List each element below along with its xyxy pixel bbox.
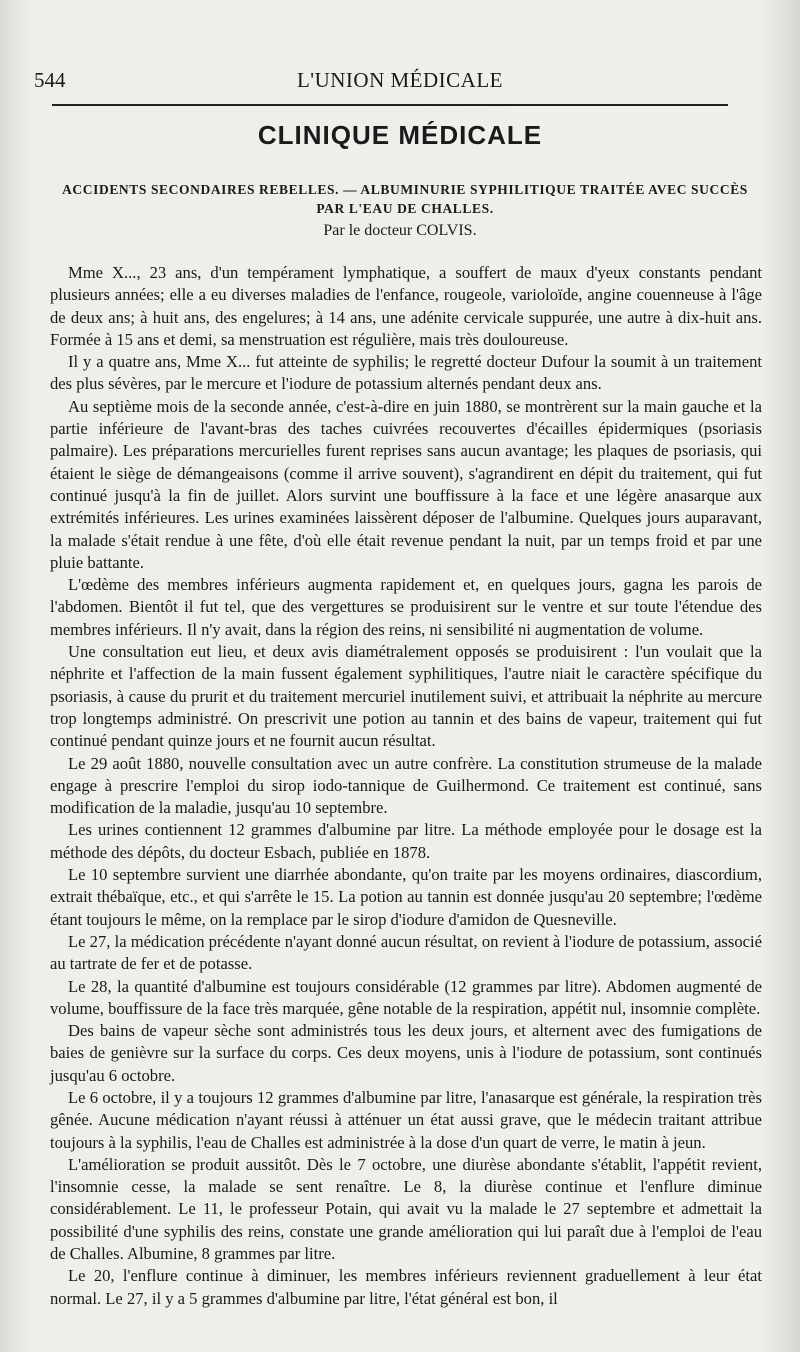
paragraph: Les urines contiennent 12 grammes d'albumine par litre. La méthode employée pour le dosage est la méthode des dépôts, du docteur Esbach, publiée en 1878. [50, 820, 762, 862]
header-rule [52, 104, 728, 106]
paragraph: Le 28, la quantité d'albumine est toujours considérable (12 grammes par litre). Abdomen augmenté de volume, bouffissure de la face très marquée, gêne notable de la respiration, appétit nul, insomnie complète. [50, 976, 762, 1018]
byline: Par le docteur COLVIS. [323, 222, 477, 239]
paragraph: Le 29 août 1880, nouvelle consultation avec un autre confrère. La constitution strumeuse de la malade engage à prescrire l'emploi du sirop iodo-tannique de Guilhermond. Ce traitement est continué, sans modification de la maladie, jusqu'au 10 septembre. [50, 753, 762, 818]
page-header [34, 68, 766, 98]
paragraph: Une consultation eut lieu, et deux avis diamétralement opposés se produisirent : l'un voulait que la néphrite et l'affection de la main fussent également syphilitiques, l'autre niait le caractère spécifique du psoriasis, à cause du prurit et du traitement mercuriel inutilement suivi, et attribuait la néphrite au mercure trop longtemps administré. On prescrivit une potion au tannin et des bains de vapeur, traitement qui fut continué pendant quinze jours et ne fournit aucun résultat. [50, 642, 762, 751]
paragraph: L'amélioration se produit aussitôt. Dès le 7 octobre, une diurèse abondante s'établit, l'appétit revient, l'insomnie cesse, la malade se sent renaître. Le 8, la diurèse continue et l'enflure diminue considérablement. Le 11, le professeur Potain, qui avait vu la malade le 27 septembre et admettait la possibilité d'une syphilis des reins, constate une grande amélioration qui lui paraît due à l'emploi de l'eau de Challes. Albumine, 8 grammes par litre. [50, 1154, 762, 1264]
paragraph: Mme X..., 23 ans, d'un tempérament lymphatique, a souffert de maux d'yeux constants pendant plusieurs années; elle a eu diverses maladies de l'enfance, rougeole, varioloïde, angine couenneuse à l'âge de deux ans; à huit ans, des engelures; à 14 ans, une adénite cervicale suppurée, une autre à dix-huit ans. Formée à 15 ans et demi, sa menstruation est régulière, mais très douloureuse. [50, 263, 762, 349]
paragraph: L'œdème des membres inférieurs augmenta rapidement et, en quelques jours, gagna les parois de l'abdomen. Bientôt il fut tel, que des vergettures se produisirent sur le ventre et sur toute l'étendue des membres inférieurs. Il n'y avait, dans la région des reins, ni sensibilité ni augmentation de volume. [50, 575, 762, 639]
paragraph: Le 6 octobre, il y a toujours 12 grammes d'albumine par litre, l'anasarque est générale, la respiration très gênée. Aucune médication n'ayant réussi à atténuer un état aussi grave, que le médecin traitant attribue toujours à la syphilis, l'eau de Challes est administrée à la dose d'un quart de verre, le matin à jeun. [50, 1087, 762, 1152]
paragraph: Le 10 septembre survient une diarrhée abondante, qu'on traite par les moyens ordinaires, diascordium, extrait thébaïque, etc., et qui s'arrête le 15. La potion au tannin est donnée jusqu'au 20 septembre; l'œdème étant toujours le même, on la remplace par le sirop d'iodure d'amidon de Quesneville. [50, 865, 762, 929]
paragraph: Le 20, l'enflure continue à diminuer, les membres inférieurs reviennent graduellement à leur état normal. Le 27, il y a 5 grammes d'albumine par litre, l'état général est bon, il [50, 1266, 762, 1308]
section-title: CLINIQUE MÉDICALE [257, 120, 543, 150]
article-title: ACCIDENTS SECONDAIRES REBELLES. — ALBUMINURIE SYPHILITIQUE TRAITÉE AVEC SUCCÈS PAR L'EAU DE CHALLES. [62, 182, 748, 216]
page-number: 544 [34, 68, 66, 92]
paragraph: Des bains de vapeur sèche sont administrés tous les deux jours, et alternent avec des fumigations de baies de genièvre sur la surface du corps. Ces deux moyens, unis à l'iodure de potassium, sont continués jusqu'au 6 octobre. [50, 1021, 762, 1085]
paragraph: Il y a quatre ans, Mme X... fut atteinte de syphilis; le regretté docteur Dufour la soumit à un traitement des plus sévères, par le mercure et l'iodure de potassium alternés pendant deux ans. [50, 352, 762, 394]
paragraph: Le 27, la médication précédente n'ayant donné aucun résultat, on revient à l'iodure de potassium, associé au tartrate de fer et de potasse. [50, 931, 762, 974]
article-body [50, 262, 762, 1310]
paragraph: Au septième mois de la seconde année, c'est-à-dire en juin 1880, se montrèrent sur la main gauche et la partie inférieure de l'avant-bras des taches cuivrées recouvertes d'écailles épidermiques (psoriasis palmaire). Les préparations mercurielles furent reprises sans aucun avantage; les plaques de psoriasis, qui étaient le siège de démangeaisons (comme il arrive souvent), s'agrandirent en dépit du traitement, qui fut continué jusqu'à la fin de juillet. Alors survint une bouffissure à la face et une légère anasarque aux extrémités inférieures. Les urines examinées laissèrent déposer de l'albumine. Quelques jours auparavant, la malade s'était rendue à une fête, d'où elle était revenue pendant la nuit, par un temps froid et par une pluie battante. [50, 396, 762, 572]
running-title: L'UNION MÉDICALE [296, 68, 503, 92]
